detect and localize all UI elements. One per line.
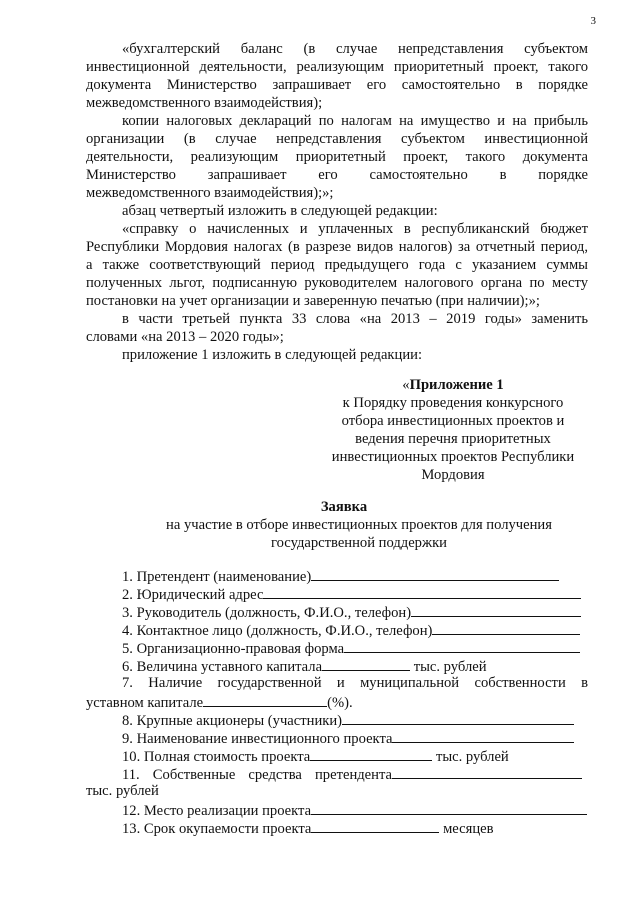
field-label: 5. Организационно-правовая форма xyxy=(122,641,345,657)
text-line: инвестиционной деятельности, реализующим приоритетный проект, такого xyxy=(86,59,588,75)
form-row-applicant xyxy=(122,566,559,586)
unit-label: тыс. рублей xyxy=(435,749,509,765)
text-line: организации (в случае непредставления субъектом инвестиционной xyxy=(86,131,588,147)
text-line: а также соответствующий период предыдущего года с указанием суммы xyxy=(86,257,588,273)
text-line: в части третьей пункта 33 слова «на 2013 – 2019 годы» заменить xyxy=(122,311,588,327)
shareholders-field[interactable] xyxy=(342,710,574,725)
field-label: 3. Руководитель (должность, Ф.И.О., телефон) xyxy=(122,605,412,621)
appendix-title-line xyxy=(312,376,594,394)
form-row-legal-form xyxy=(122,638,580,658)
project-location-field[interactable] xyxy=(311,800,587,815)
legal-address-field[interactable] xyxy=(263,584,581,599)
form-row-capital xyxy=(122,656,487,676)
contact-person-field[interactable] xyxy=(432,620,580,635)
form-row-own-funds-cont xyxy=(86,782,159,800)
text-line: приложение 1 изложить в следующей редакции: xyxy=(122,347,422,363)
form-row-location xyxy=(122,800,587,820)
form-row-director xyxy=(122,602,581,622)
field-label: 10. Полная стоимость проекта xyxy=(122,749,311,765)
percent-label: (%). xyxy=(327,695,353,711)
paragraph-point-33 xyxy=(86,310,588,346)
text-line: Республики Мордовия налогах (в разрезе видов налогов) за отчетный период, xyxy=(86,239,588,255)
application-title-block xyxy=(86,498,632,552)
page-number: 3 xyxy=(590,15,596,27)
field-label: 11. Собственные средства претендента xyxy=(122,767,392,783)
project-name-field[interactable] xyxy=(392,728,574,743)
capital-amount-field[interactable] xyxy=(322,656,410,671)
form-row-shareholders xyxy=(122,710,574,730)
form-row-contact xyxy=(122,620,580,640)
field-label: уставном капитале xyxy=(86,695,204,711)
field-label: 9. Наименование инвестиционного проекта xyxy=(122,731,393,747)
field-label: 13. Срок окупаемости проекта xyxy=(122,821,312,837)
state-share-field[interactable] xyxy=(203,692,327,707)
appendix-title: Приложение 1 xyxy=(409,377,504,393)
appendix-heading xyxy=(312,376,594,484)
unit-label: тыс. рублей xyxy=(413,659,487,675)
form-row-state-share-cont xyxy=(86,692,353,712)
text-line: документа Министерство запрашивает его самостоятельно в порядке xyxy=(86,77,588,93)
application-title: Заявка xyxy=(320,499,368,515)
form-row-project-cost xyxy=(122,746,509,766)
appendix-line: к Порядку проведения конкурсного xyxy=(342,395,564,411)
application-subtitle-line: государственной поддержки xyxy=(271,535,447,551)
appendix-line: ведения перечня приоритетных xyxy=(355,431,551,447)
payback-period-field[interactable] xyxy=(311,818,439,833)
form-row-payback xyxy=(122,818,494,838)
field-label: 6. Величина уставного капитала xyxy=(122,659,323,675)
director-field[interactable] xyxy=(411,602,581,617)
form-row-project-name xyxy=(122,728,574,748)
own-funds-field[interactable] xyxy=(392,764,582,779)
text-line: «справку о начисленных и уплаченных в республиканский бюджет xyxy=(122,221,588,237)
applicant-name-field[interactable] xyxy=(311,566,559,581)
unit-label: тыс. рублей xyxy=(86,783,159,799)
field-label: 4. Контактное лицо (должность, Ф.И.О., телефон) xyxy=(122,623,433,639)
legal-form-field[interactable] xyxy=(344,638,580,653)
paragraph-balance xyxy=(86,40,588,112)
field-label: 2. Юридический адрес xyxy=(122,587,264,603)
field-label: 12. Место реализации проекта xyxy=(122,803,312,819)
text-line: «бухгалтерский баланс (в случае непредставления субъектом xyxy=(122,41,588,57)
text-line: межведомственного взаимодействия);»; xyxy=(86,185,334,201)
text-line: полученных льгот, подписанную руководителем налогового органа по месту xyxy=(86,275,588,291)
form-row-own-funds xyxy=(122,764,588,784)
form-row-legal-address xyxy=(122,584,581,604)
text-line: деятельности, реализующим приоритетный проект, такого документа xyxy=(86,149,588,165)
text-line: копии налоговых деклараций по налогам на имущество и на прибыль xyxy=(122,113,588,129)
paragraph-appendix-intro xyxy=(86,346,588,364)
text-line: Министерство запрашивает его самостоятельно в порядке xyxy=(86,167,588,183)
text-line: словами «на 2013 – 2020 годы»; xyxy=(86,329,284,345)
appendix-line: инвестиционных проектов Республики xyxy=(331,449,575,465)
field-label: 8. Крупные акционеры (участники) xyxy=(122,713,343,729)
text-line: межведомственного взаимодействия); xyxy=(86,95,323,111)
paragraph-abzac xyxy=(86,202,588,220)
appendix-line: отбора инвестиционных проектов и xyxy=(341,413,565,429)
form-row-state-share xyxy=(122,674,588,692)
application-subtitle-line: на участие в отборе инвестиционных проектов для получения xyxy=(166,517,552,533)
opening-quote: « xyxy=(402,377,410,393)
field-label: 1. Претендент (наименование) xyxy=(122,569,312,585)
appendix-line: Мордовия xyxy=(421,467,485,483)
text-line: абзац четвертый изложить в следующей редакции: xyxy=(122,203,438,219)
field-label: 7. Наличие государственной и муниципальной собственности в xyxy=(122,675,588,691)
paragraph-tax-declarations xyxy=(86,112,588,202)
unit-label: месяцев xyxy=(443,821,494,837)
project-cost-field[interactable] xyxy=(310,746,432,761)
paragraph-tax-certificate xyxy=(86,220,588,310)
text-line: постановки на учет организации и заверенную печатью (при наличии);»; xyxy=(86,293,540,309)
